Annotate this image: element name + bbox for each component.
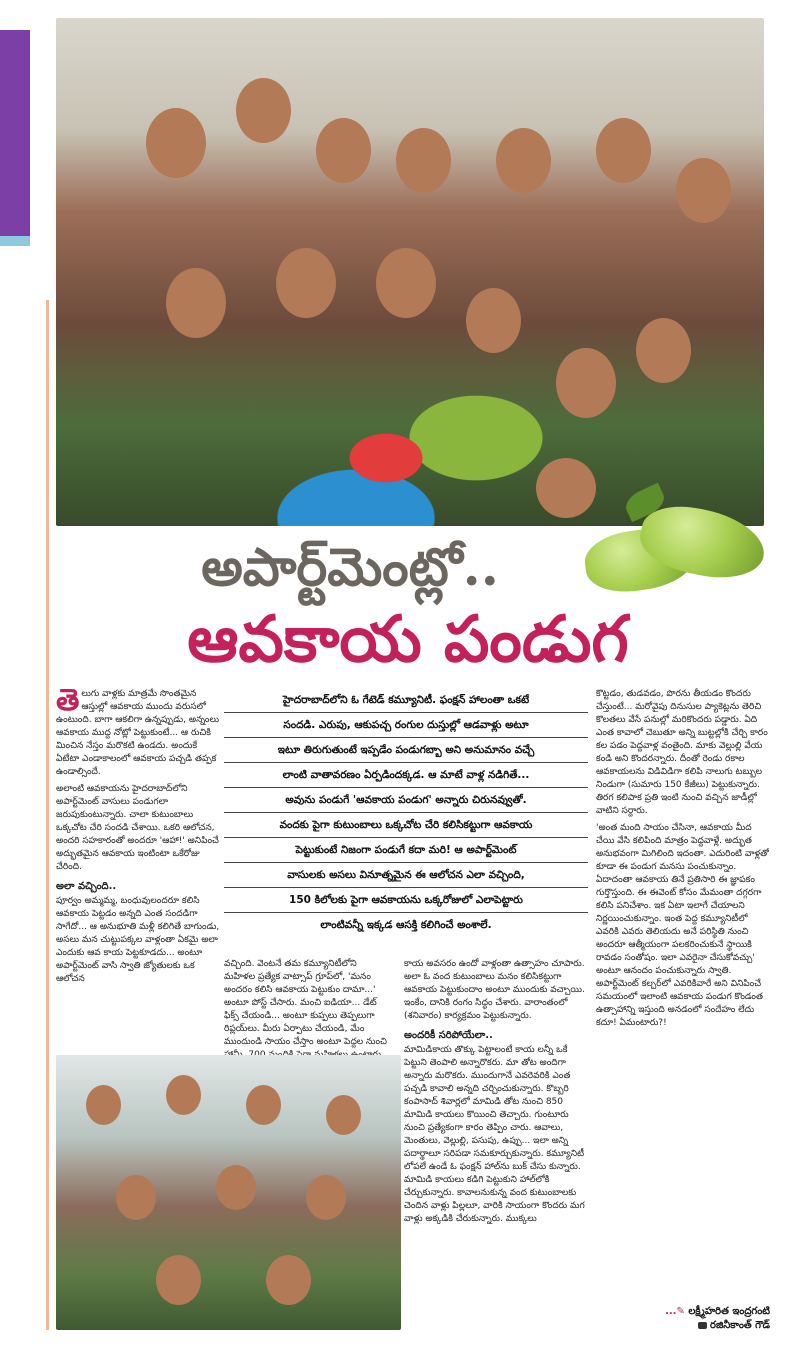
pull-quote-line: పెట్టుకుంటే నిజంగా పండుగే కదా మరి! ఆ అపార్ట్‌మెంట్ [224,838,588,863]
adjacent-page-graphic [0,30,30,240]
main-photo [56,18,764,526]
pull-quote [224,688,588,956]
pull-quote-line: లాంటివన్నీ ఇక్కడ ఆసక్తి కలిగించే అంశాలే. [320,919,492,931]
headline-line-2: ఆవకాయ పండుగ [187,602,629,677]
adjacent-page-rule [30,300,49,1330]
author-name: లక్ష్మీహరిత ఇంద్రగంటి [688,1306,770,1317]
pull-quote-line: వాసులకు అసలు వినూత్నమైన ఈ ఆలోచన ఎలా వచ్చింది, [224,863,588,888]
intro-paragraph-3: పూర్వం అమ్మమ్మ, బంధువులందరూ కలిసి ఆవకాయ పెట్టడం అన్నది ఎంత సందడిగా సాగేదో... ఆ అనుభూతి మళ్లీ కలిగితే బాగుండు, అసలు మన చుట్టుపక్కల వాళ్లంతా ఏకమై అలా ఎందుకు ఆవ కాయ పెట్టకూడదు... అంటూ అపార్ట్‌మెంట్ వాసి స్వాతి జ్యోతులకు ఒక ఆలోచన [56,896,220,984]
pull-quote-line: వందకు పైగా కుటుంబాలు ఒక్కచోట చేరి కలిసికట్టుగా ఆవకాయ [224,813,588,838]
mango-illustration [585,485,785,595]
pen-icon: ...✎ [665,1306,689,1317]
col3-paragraph-1: కాయ అవసరం ఉందో వాళ్లంతా ఉత్సాహం చూపారు. అలా ఓ వంద కుటుంబాలు మనం కలిసికట్టుగా ఆవకాయ పెట్టుకుందాం అంటూ ముందుకు వచ్చాయి. ఇంకేం, దానికి రంగం సిద్ధం చేశారు. వారాంతంలో (శనివారం) కార్యక్రమం పెట్టుకున్నారు. [404,959,585,1021]
pull-quote-line: సందడి. ఎరుపు, ఆకుపచ్చ రంగుల దుస్తుల్లో ఆడవాళ్లు అటూ [224,713,588,738]
col4-paragraph-2: 'అంత మంది సాయం చేసినా, ఆవకాయ మీద చేయి వేసి కలిపింది మాత్రం పెద్దవాళ్లే. అద్భుత అనుభవంగా మిగిలింది ఇదంతా. ఎదురింటి వాళ్లతో కూడా ఈ పండుగ మనసు పంచుకున్నాం. ఏదాదంతా ఆవకాయ తినే ప్రతిసారి ఈ జ్ఞాపకం గుర్తొస్తుంది. ఈ ఈవెంట్ కోసం మేమంతా దగ్గరగా కలిసి పనిచేశాం. ఇక ఏటా ఇలాగే చేయాలని నిర్ణయించుకున్నాం. ఇంత పెద్ద కమ్యూనిటీలో ఎవరికి ఎవరు తెలియదు అనే పరిస్థితి నుంచి అందరూ ఆత్మీయంగా పలకరించుకునే స్థాయికి రావడం సంతోషం. ఇలా ఎవరైనా చేసుకోవచ్చు' అంటూ ఆనందం పంచుకున్నారు స్వాతి. అపార్ట్‌మెంట్ కల్చర్‌లో ఎవరికివారే అని వినిపించే సమయంలో ఇలాంటి ఆవకాయ పండుగ కొండంత ఉత్సాహాన్ని ఇస్తుంది అనడంలో సందేహం లేదు కదూ! ఏమంటారు?! [596,823,769,1028]
photographer-name: రజినీకాంత్ గౌడ్ [710,1320,770,1331]
col4-paragraph-1: కొట్టడం, తుడవడం, పొరను తీయడం కొందరు చేస్తుంటే... మరోవైపు దినుసుల ప్యాకెట్లను తెరిచి కొలతలు వేసే పనుల్లో మరికొందరు పడ్డారు. ఏది ఎంత కావాలో చెబుతూ అన్ని బుట్టల్లోకి చేర్చి కారం కల పడం పెద్దవాళ్ల వంతైంది. మాకు వెల్లుల్లి వేయ కండి అని కొందరన్నారు. దీంతో రెండు రకాల ఆవకాయలను విడివిడిగా కలిపి నాలుగు టబ్బుల నిండుగా (సుమారు 150 కేజీలు) పెట్టుకున్నారు. తిరగ కలిపాక ప్రతి ఇంటి నుంచి వచ్చిన జాడీల్లో వాటిని సర్దారు. [596,689,768,816]
article-column-1 [56,683,221,1048]
article-column-2 [224,958,389,1050]
col2-paragraph-1: వచ్చింది. వెంటనే తమ కమ్యూనిటీలోని మహిళల ప్రత్యేక వాట్సాప్ గ్రూప్‌లో, 'మనం అందరం కలిసి ఆవకాయ పెట్టుకుం దామా...' అంటూ పోస్ట్ చేసారు. మంచి ఐడియా... డేట్ ఫిక్స్ చేయండి... అంటూ కుప్పలు తెప్పలుగా రిప్లయ్‌లు. మీరు ఏర్పాటు చేయండి, మేం ముందుండి సాయం చేస్తాం అంటూ పెద్దల నుంచి [224,959,387,1047]
pull-quote-line: అవును పండుగే 'ఆవకాయ పండుగ' అన్నారు చిరునవ్వుతో. [224,788,588,813]
subheading-origin: అలా వచ్చింది.. [56,881,117,892]
camera-icon [698,1322,707,1329]
pull-quote-line: ఇటూ తిరుగుతుంటే ఇప్పడేం పండుగబ్బా అని అనుమానం వచ్చే [224,738,588,763]
group-photo [56,1055,401,1330]
subheading-for-all: అందరికీ సరిపోయేలా.. [404,1030,493,1041]
adjacent-page-stripe [0,236,30,246]
headline-line-1: అపార్ట్‌మెంట్లో.. [201,537,499,598]
pull-quote-line: హైదరాబాద్‌లోని ఓ గేటెడ్ కమ్యూనిటీ. ఫంక్షన్ హాలంతా ఒకటే [224,688,588,713]
article-column-4 [596,688,770,1338]
intro-paragraph-1: లుగు వాళ్లకు మాత్రమే సొంతమైన ఆస్తుల్లో ఆవకాయ ముందు వరుసలో ఉంటుంది. బాగా ఆకలిగా ఉన్నప్పుడు, అన్నంలు ఆవకాయ ముద్ద నోట్లో పెట్టుకుంటే... ఆ రుచికి మించిన నేస్తం మరొకటి ఉండదు. అందుకే ఏటేటా ఎండాకాలంలో ఆవకాయ పచ్చడి తప్పక ఉండాల్సిందే. [56,689,219,777]
byline [600,1305,770,1333]
col3-paragraph-2: మామిడికాయ తొక్కు పెట్టాలంటే కాయ లన్నీ ఒకే పెట్టుని తెంపాలి అన్నారొకరు. మా తోట అందిగా అన్నారు మరొకరు. ముందుగానే ఎవరెవరికి ఎంత పచ్చడి కావాలి అన్నది చర్చించుకున్నారు. కొబ్బరి కంపాసాద్ శివార్లలో మామిడి తోట నుంచి 850 మామిడి కాయలు కొయించి తెచ్చారు. గుంటూరు నుంచి ప్రత్యేకంగా కారం తెప్పిం చారు. ఆవాలు, మెంతులు, వెల్లుల్లి, పసుపు, ఉప్పు... ఇలా అన్ని పదార్థాలూ సరిపడా సమకూర్చుకున్నారు. కమ్యూనిటీ లోపలే ఉండే ఓ ఫంక్షన్ హాల్‌ను బుక్ చేసు కున్నారు. మామిడి కాయలు కడిగి పెట్టుకుని హాల్‌లోకి చేర్చుకున్నారు. కావాలనుకున్న వంద కుటుంబాలకు చెందిన వాళ్లు పిల్లలూ, వారికి సాయంగా కొందరు మగ వాళ్లు అక్కడికి చేరుకున్నారు. ముక్కలు [404,1045,585,1224]
article-column-3 [404,958,587,1338]
pull-quote-line: 150 కిలోలకు పైగా ఆవకాయను ఒక్కరోజులో ఎలాపెట్టారు [224,888,588,913]
pull-quote-line: లాంటి వాతావరణం ఏర్పడిందక్కడ. ఆ మాటే వాళ్ల నడిగితే... [224,763,588,788]
intro-paragraph-2: అలాంటి ఆవకాయను హైదరాబాద్‌లోని అపార్ట్‌మెంట్ వాసులు పండుగలా జరుపుకుంటున్నారు. చాలా కుటుంబాలు ఒక్కచోట చేరి సందడి చేశాయి. ఒకరి ఆలోచన, అందరి సహకారంతో అందరూ 'ఆహా!' అనిపించే అద్భుతమైన ఆవకాయ ఇంటింటా ఒకేరోజు చేరింది. [56,784,219,872]
dropcap: తె [56,683,80,718]
